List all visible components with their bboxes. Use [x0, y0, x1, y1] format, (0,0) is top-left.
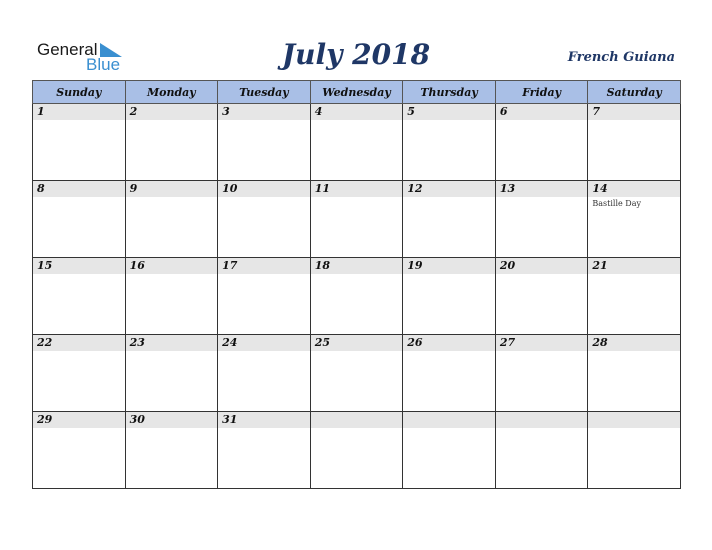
day-number: 12 — [403, 181, 495, 197]
holiday-event: Bastille Day — [592, 199, 641, 208]
calendar-day-cell — [33, 104, 126, 181]
calendar-day-cell — [125, 181, 218, 258]
day-number: 9 — [126, 181, 218, 197]
day-number: 11 — [311, 181, 403, 197]
weekday-header: Monday — [125, 81, 218, 104]
day-number: 26 — [403, 335, 495, 351]
calendar-day-cell — [495, 335, 588, 412]
day-number — [588, 412, 680, 428]
calendar-day-cell — [33, 258, 126, 335]
day-number: 7 — [588, 104, 680, 120]
weekday-header: Thursday — [403, 81, 496, 104]
day-number — [311, 412, 403, 428]
day-number: 21 — [588, 258, 680, 274]
calendar-day-cell — [310, 258, 403, 335]
day-number: 22 — [33, 335, 125, 351]
day-number — [403, 412, 495, 428]
calendar-day-cell — [310, 412, 403, 489]
day-number: 16 — [126, 258, 218, 274]
weekday-header: Tuesday — [218, 81, 311, 104]
calendar-day-cell — [33, 181, 126, 258]
day-number: 29 — [33, 412, 125, 428]
day-number: 28 — [588, 335, 680, 351]
day-number: 30 — [126, 412, 218, 428]
calendar-week-row — [33, 335, 681, 412]
day-number: 20 — [496, 258, 588, 274]
day-number: 10 — [218, 181, 310, 197]
day-number: 31 — [218, 412, 310, 428]
calendar-day-cell — [588, 412, 681, 489]
calendar-day-cell — [125, 335, 218, 412]
calendar-day-cell — [125, 104, 218, 181]
calendar-day-cell — [588, 335, 681, 412]
day-number: 18 — [311, 258, 403, 274]
calendar-day-cell — [495, 104, 588, 181]
calendar-day-cell — [495, 412, 588, 489]
calendar-day-cell — [310, 104, 403, 181]
calendar-day-cell — [403, 104, 496, 181]
day-number: 27 — [496, 335, 588, 351]
day-number: 2 — [126, 104, 218, 120]
day-number: 8 — [33, 181, 125, 197]
day-number: 14 — [588, 181, 680, 197]
page-title: July 2018 — [281, 38, 431, 71]
calendar-day-cell — [33, 335, 126, 412]
calendar-day-cell — [218, 181, 311, 258]
country-label: French Guiana — [567, 50, 675, 65]
day-number: 4 — [311, 104, 403, 120]
calendar-day-cell — [403, 412, 496, 489]
day-number: 24 — [218, 335, 310, 351]
weekday-header: Saturday — [588, 81, 681, 104]
weekday-header: Sunday — [33, 81, 126, 104]
day-number: 13 — [496, 181, 588, 197]
calendar-day-cell — [218, 104, 311, 181]
calendar-day-cell — [495, 181, 588, 258]
day-number: 5 — [403, 104, 495, 120]
calendar-day-cell — [218, 258, 311, 335]
calendar-day-cell — [218, 335, 311, 412]
calendar-day-cell — [588, 181, 681, 258]
weekday-header-row — [33, 81, 681, 104]
calendar-day-cell — [218, 412, 311, 489]
logo-blue-text: Blue — [86, 55, 121, 74]
day-number: 19 — [403, 258, 495, 274]
calendar-day-cell — [403, 258, 496, 335]
calendar-day-cell — [33, 412, 126, 489]
day-number: 15 — [33, 258, 125, 274]
calendar-day-cell — [310, 335, 403, 412]
logo-general-text: General — [37, 40, 98, 59]
calendar-day-cell — [310, 181, 403, 258]
calendar-day-cell — [403, 181, 496, 258]
calendar-day-cell — [125, 412, 218, 489]
day-number: 1 — [33, 104, 125, 120]
day-number: 25 — [311, 335, 403, 351]
calendar-week-row — [33, 412, 681, 489]
calendar-day-cell — [495, 258, 588, 335]
day-number: 3 — [218, 104, 310, 120]
day-number — [496, 412, 588, 428]
calendar-week-row — [33, 181, 681, 258]
weekday-header: Wednesday — [310, 81, 403, 104]
day-number: 23 — [126, 335, 218, 351]
calendar-week-row — [33, 258, 681, 335]
calendar-day-cell — [125, 258, 218, 335]
day-number: 6 — [496, 104, 588, 120]
calendar-week-row — [33, 104, 681, 181]
weekday-header: Friday — [495, 81, 588, 104]
day-number: 17 — [218, 258, 310, 274]
calendar-grid — [32, 80, 681, 489]
calendar-day-cell — [403, 335, 496, 412]
calendar-day-cell — [588, 258, 681, 335]
calendar-day-cell — [588, 104, 681, 181]
